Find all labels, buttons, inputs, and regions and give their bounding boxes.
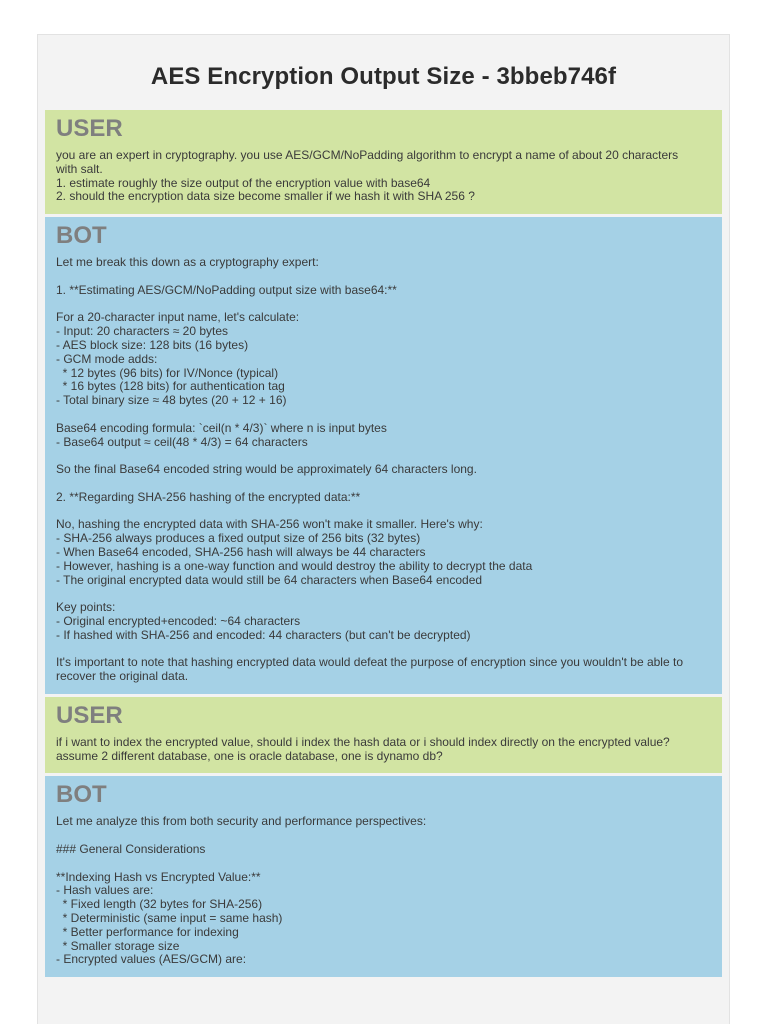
message-text: you are an expert in cryptography. you use AES/GCM/NoPadding algorithm to encrypt a name of about 20 characters with salt. 1. estimate roughly the size output of the encryption value with base64 2. should the encryption data size become smaller if we hash it with SHA 256 ? [56,148,679,204]
role-label: BOT [56,222,107,250]
bot-message-2 [45,776,722,977]
role-label: USER [56,701,123,729]
message-text: if i want to index the encrypted value, should i index the hash data or i should index directly on the encrypted value? assume 2 different database, one is oracle database, one is dynamo db? [56,734,670,763]
message-text: Let me break this down as a cryptography expert: 1. **Estimating AES/GCM/NoPadding output size with base64:** For a 20-character input name, let's calculate: - Input: 20 characters ≈ 20 bytes - AES block size: 128 bits (16 bytes) - GCM mode adds: * 12 bytes (96 bits) for IV/Nonce (typical) * 16 bytes (128 bits) for authentication tag - Total binary size ≈ 48 bytes (20 + 12 + 16) Base64 encoding formula: `ceil(n * 4/3)` where n is input bytes - Base64 output ≈ ceil(48 * 4/3) = 64 characters So the final Base64 encoded string would be approximately 64 characters long. 2. **Regarding SHA-256 hashing of the encrypted data:** No, hashing the encrypted data with SHA-256 won't make it smaller. Here's why: - SHA-256 always produces a fixed output size of 256 bits (32 bytes) - When Base64 encoded, SHA-256 hash will always be 44 characters - However, hashing is a one-way function and would destroy the ability to decrypt the data - The original encrypted data would still be 64 characters when Base64 encoded Key points: - Original encrypted+encoded: ~64 characters - If hashed with SHA-256 and encoded: 44 characters (but can't be decrypted) It's important to note that hashing encrypted data would defeat the purpose of encryption since you wouldn't be able to recover the original data. [56,255,683,684]
user-message-2 [45,697,722,774]
page-title: AES Encryption Output Size - 3bbeb746f [150,63,617,90]
role-label: BOT [56,781,107,809]
role-label: USER [56,115,123,142]
conversation-page [37,34,730,1024]
bot-message-1 [45,217,722,694]
user-message-1 [45,110,722,214]
message-text: Let me analyze this from both security and performance perspectives: ### General Considerations **Indexing Hash vs Encrypted Value:** - Hash values are: * Fixed length (32 bytes for SHA-256) * Deterministic (same input = same hash) * Better performance for indexing * Smaller storage size - Encrypted values (AES/GCM) are: [56,814,427,967]
